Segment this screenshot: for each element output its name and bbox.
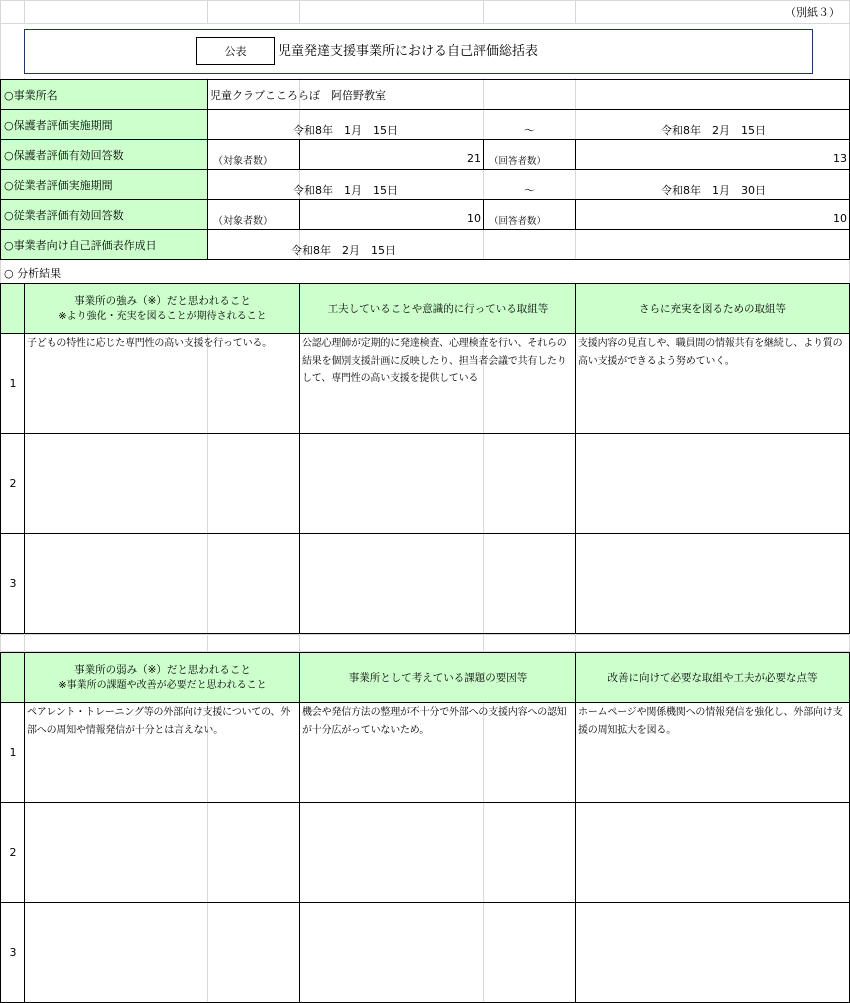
strengths-row-2-num: 2 (0, 433, 25, 534)
analysis-heading: ○ 分析結果 (4, 267, 62, 280)
public-badge: 公表 (196, 37, 275, 65)
staff-period-separator: ～ (524, 184, 535, 197)
staff-answer-label: （回答者数） (489, 216, 547, 227)
strengths-row-3-num: 3 (0, 533, 25, 634)
weaknesses-row-3-cause (299, 902, 576, 1003)
facility-name-label: ○事業所名 (0, 79, 208, 110)
weaknesses-header-2: 事業所として考えている課題の要因等 (299, 652, 576, 703)
staff-target-value: 10 (467, 212, 481, 225)
weaknesses-row-2-num: 2 (0, 802, 25, 903)
created-date-label: ○事業者向け自己評価表作成日 (0, 230, 208, 260)
strengths-row-3-strength (24, 533, 300, 634)
strengths-row-2-improvement (575, 433, 850, 534)
weaknesses-row-2-improvement (575, 802, 850, 903)
strengths-header-1 (24, 283, 300, 334)
guardian-answer-label: （回答者数） (489, 156, 547, 167)
guardian-period-end: 令和8年 2月 15日 (661, 124, 766, 137)
strengths-row-1-num: 1 (0, 333, 25, 434)
weaknesses-header-3: 改善に向けて必要な取組や工夫が必要な点等 (575, 652, 850, 703)
weaknesses-header-1-line2: ※事業所の課題や改善が必要だと思われること (58, 679, 267, 691)
strengths-row-3-improvement (575, 533, 850, 634)
guardian-period-separator: ～ (524, 124, 535, 137)
guardian-target-label: （対象者数） (213, 156, 273, 167)
strengths-row-1-improvement: 支援内容の見直しや、職員間の情報共有を継続し、より質の高い支援ができるよう努めていく。 (575, 333, 850, 434)
guardian-period-start: 令和8年 1月 15日 (293, 124, 398, 137)
guardian-count-label: ○保護者評価有効回答数 (0, 140, 208, 170)
staff-count-label: ○従業者評価有効回答数 (0, 200, 208, 230)
strengths-row-3-effort (299, 533, 576, 634)
guardian-answer-value: 13 (833, 152, 847, 165)
strengths-row-2-effort (299, 433, 576, 534)
weaknesses-row-1-cause: 機会や発信方法の整理が不十分で外部への支援内容への認知が十分広がっていないため。 (299, 702, 576, 803)
strengths-header-2: 工夫していることや意識的に行っている取組等 (299, 283, 576, 334)
weaknesses-row-1-weakness: ペアレント・トレーニング等の外部向け支援についての、外部への周知や情報発信が十分とは言えない。 (24, 702, 300, 803)
staff-target-label: （対象者数） (213, 216, 273, 227)
attachment-label: （別紙３） (785, 6, 840, 19)
staff-period-label: ○従業者評価実施期間 (0, 170, 208, 200)
facility-name-value: 児童クラブこころらぼ 阿倍野教室 (207, 79, 850, 110)
strengths-row-1-effort: 公認心理師が定期的に発達検査、心理検査を行い、それらの結果を個別支援計画に反映したり、担当者会議で共有したりして、専門性の高い支援を提供している (299, 333, 576, 434)
strengths-header-3: さらに充実を図るための取組等 (575, 283, 850, 334)
staff-period-start: 令和8年 1月 15日 (293, 184, 398, 197)
page-title: 児童発達支援事業所における自己評価総括表 (278, 44, 539, 59)
weaknesses-row-3-num: 3 (0, 902, 25, 1003)
weaknesses-row-2-weakness (24, 802, 300, 903)
strengths-row-2-strength (24, 433, 300, 534)
weaknesses-row-1-num: 1 (0, 702, 25, 803)
guardian-period-label: ○保護者評価実施期間 (0, 110, 208, 140)
weaknesses-header-1 (24, 652, 300, 703)
staff-answer-value: 10 (833, 212, 847, 225)
strengths-row-1-strength: 子どもの特性に応じた専門性の高い支援を行っている。 (24, 333, 300, 434)
staff-period-end: 令和8年 1月 30日 (661, 184, 766, 197)
created-date-value: 令和8年 2月 15日 (291, 244, 396, 257)
guardian-target-value: 21 (467, 152, 481, 165)
weaknesses-row-3-weakness (24, 902, 300, 1003)
weaknesses-row-3-improvement (575, 902, 850, 1003)
weaknesses-header-1-line1: 事業所の弱み（※）だと思われること (74, 663, 251, 676)
weaknesses-row-2-cause (299, 802, 576, 903)
strengths-header-1-line2: ※より強化・充実を図ることが期待されること (58, 310, 267, 322)
strengths-header-1-line1: 事業所の強み（※）だと思われること (74, 294, 251, 307)
weaknesses-row-1-improvement: ホームページや関係機関への情報発信を強化し、外部向け支援の周知拡大を図る。 (575, 702, 850, 803)
